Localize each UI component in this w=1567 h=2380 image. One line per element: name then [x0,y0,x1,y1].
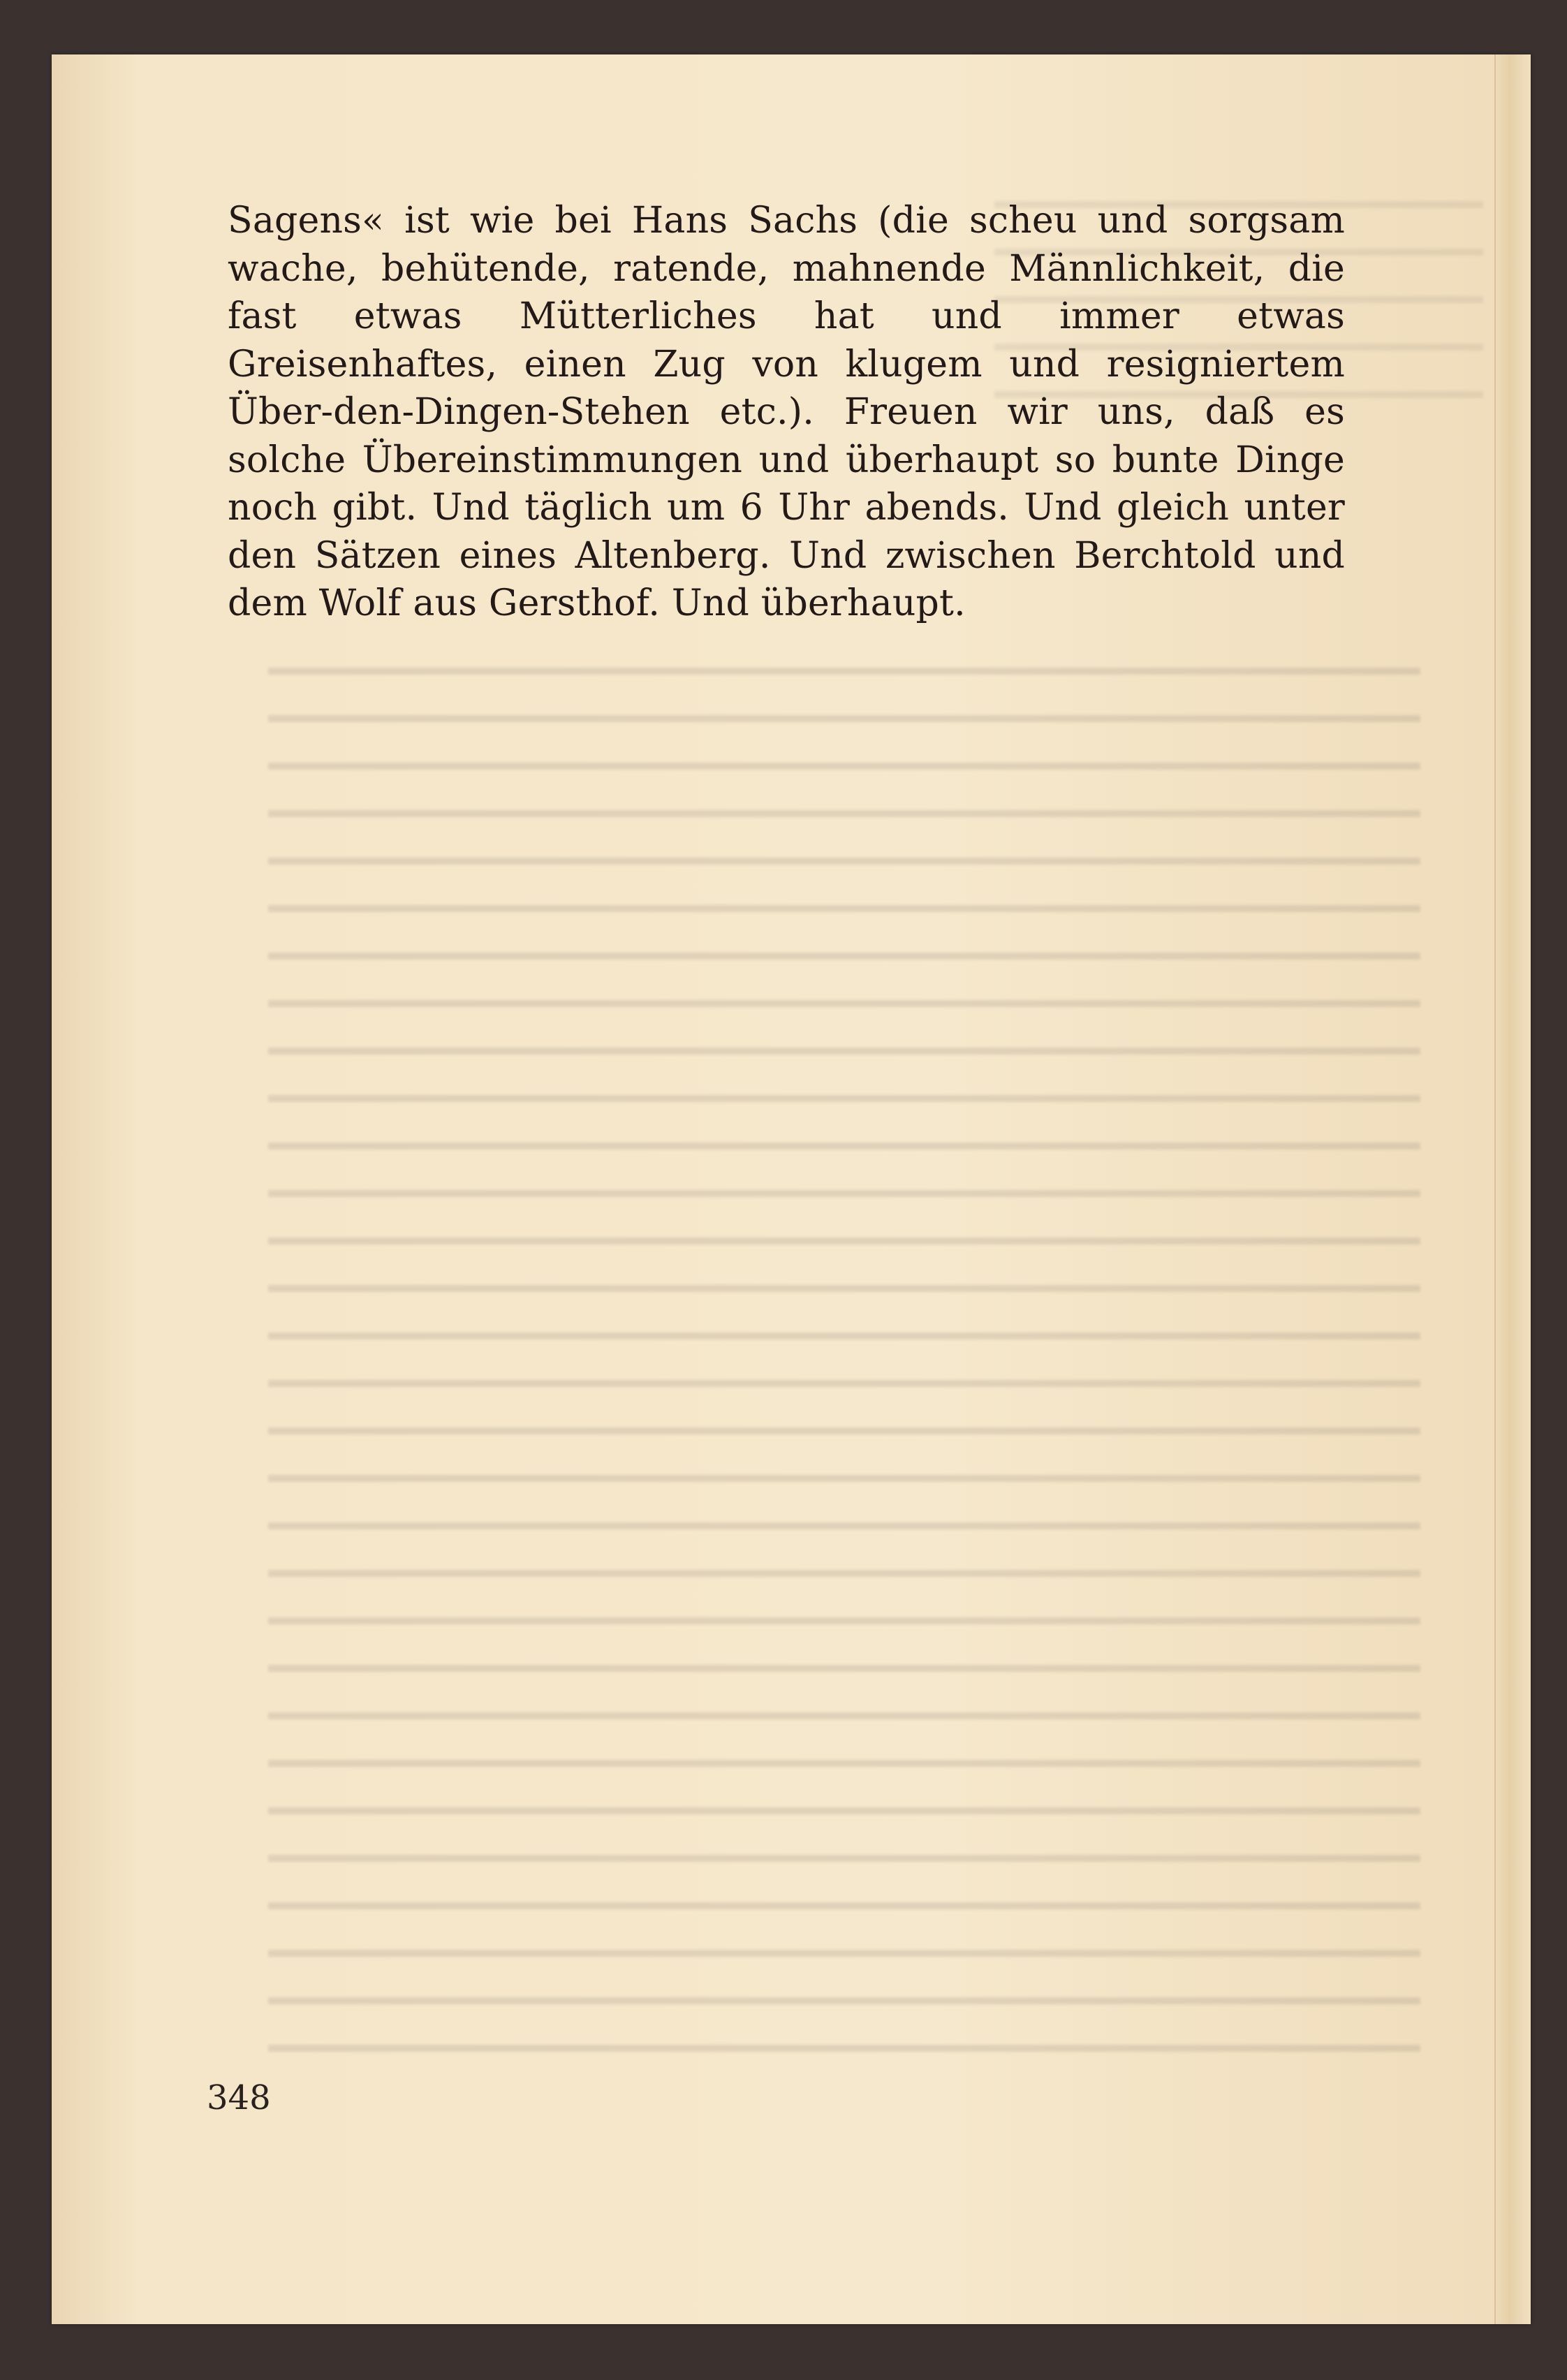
body-paragraph: Sagens« ist wie bei Hans Sachs (die scheu und sorgsam wache, behütende, ratende, mahnende Männlichkeit, die fast etwas Mütterliches hat und immer etwas Greisenhaftes, einen Zug von klugem und resigniertem Über-den-Dingen-Stehen etc.). Freuen wir uns, daß es solche Übereinstimmungen und überhaupt so bunte Dinge noch gibt. Und täglich um 6 Uhr abends. Und gleich unter den Sätzen eines Altenberg. Und zwischen Berchtold und dem Wolf aus Gersthof. Und überhaupt. [228,200,1345,624]
page-number: 348 [207,2078,271,2117]
show-through-text [268,641,1420,2066]
page-edge [1494,54,1531,2324]
